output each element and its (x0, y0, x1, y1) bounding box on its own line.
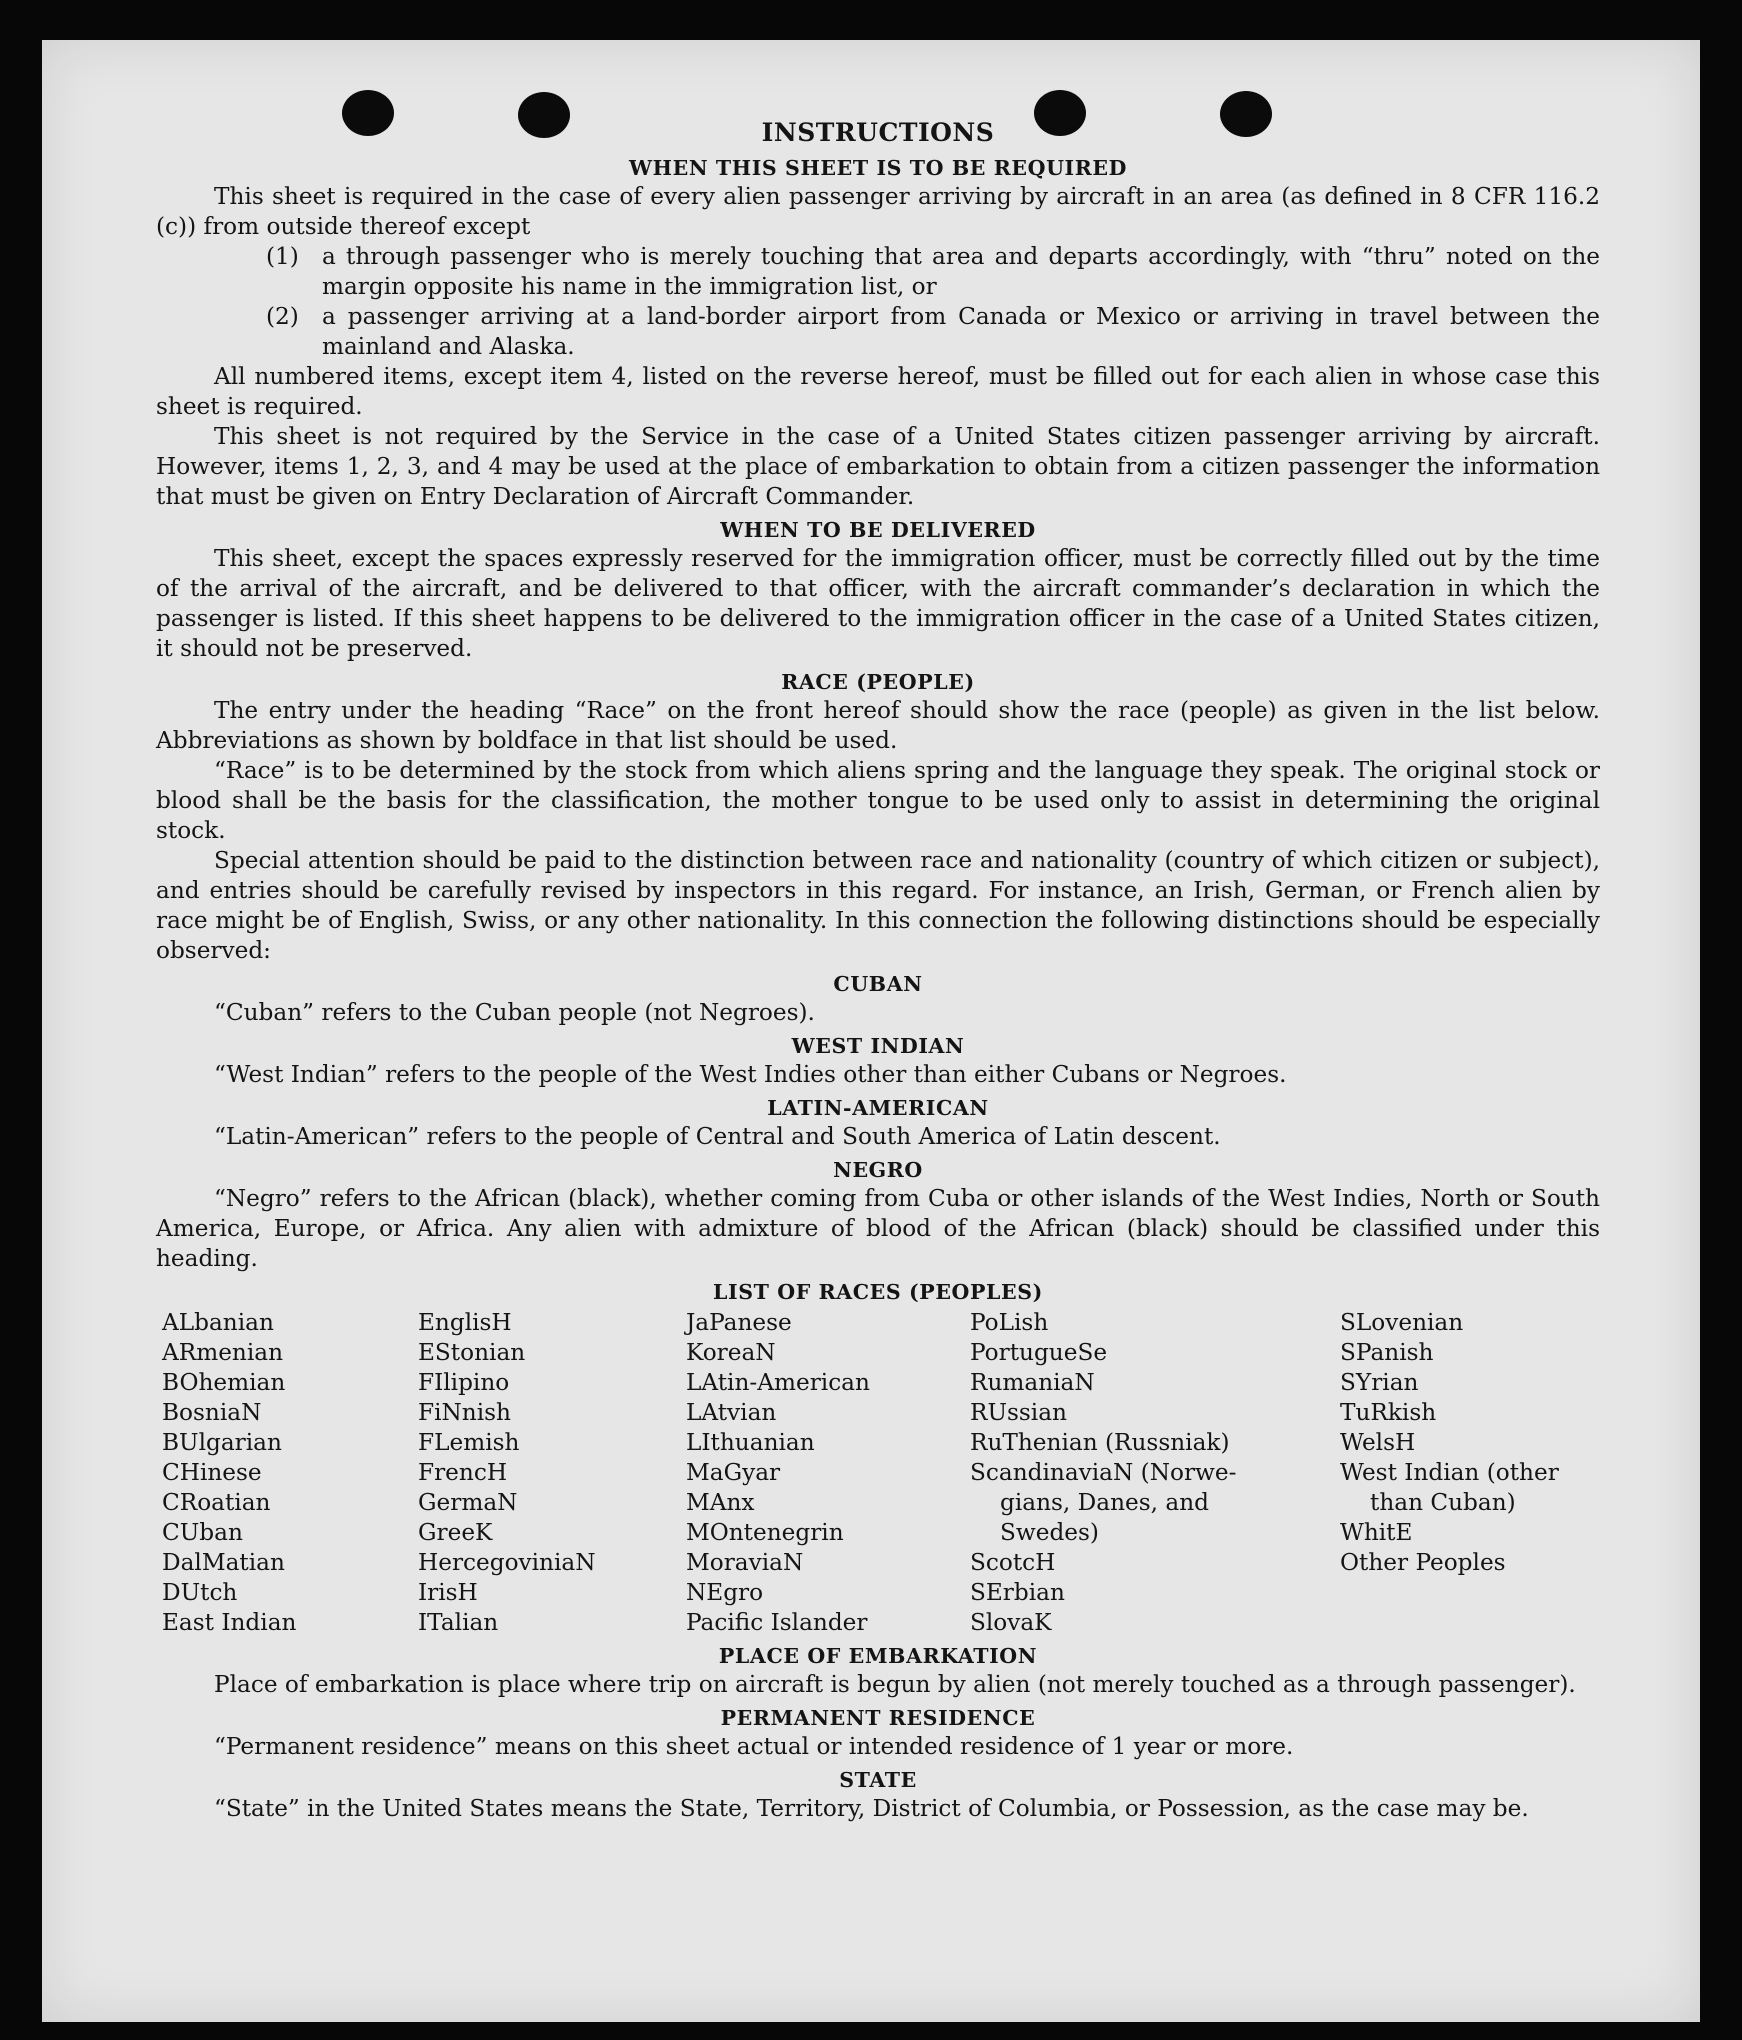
race-entry: ScandinaviaN (Norwe- (970, 1459, 1237, 1486)
section-heading-residence: PERMANENT RESIDENCE (720, 1706, 1036, 1730)
document-body (156, 116, 1600, 1824)
race-entry: BosniaN (162, 1399, 262, 1426)
race-entry: FLemish (418, 1429, 520, 1456)
race-entry: EStonian (418, 1339, 526, 1366)
races-column (418, 1308, 686, 1638)
race-entry: Swedes) (1000, 1519, 1099, 1546)
race-entry: West Indian (other (1340, 1459, 1559, 1486)
item-text: a passenger arriving at a land-border airport from Canada or Mexico or arriving in travel between the mainland and Alaska. (322, 303, 1600, 360)
race-entry: CRoatian (162, 1489, 271, 1516)
race-entry: ITalian (418, 1609, 499, 1636)
section-heading-west-indian: WEST INDIAN (791, 1034, 965, 1058)
race-entry: BOhemian (162, 1369, 286, 1396)
race-entry: CHinese (162, 1459, 262, 1486)
race-entry: WhitE (1340, 1519, 1413, 1546)
paragraph: This sheet, except the spaces expressly reserved for the immigration officer, must be correctly filled out by the time of the arrival of the aircraft, and be delivered to that officer, with the aircraft commander’s declaration in which the passenger is listed. If this sheet happens to be delivered to the immigration officer in the case of a United States citizen, it should not be preserved. (156, 545, 1600, 662)
races-column (1340, 1308, 1606, 1638)
race-entry: LAtvian (686, 1399, 777, 1426)
race-entry: Other Peoples (1340, 1549, 1506, 1576)
races-column (162, 1308, 418, 1638)
race-entry: TuRkish (1340, 1399, 1437, 1426)
race-entry: CUban (162, 1519, 243, 1546)
paragraph: Place of embarkation is place where trip on aircraft is begun by alien (not merely touched as a through passenger). (214, 1671, 1576, 1698)
race-entry: Pacific Islander (686, 1609, 868, 1636)
section-heading-list-of-races: LIST OF RACES (PEOPLES) (713, 1280, 1043, 1304)
item-number: (1) (266, 243, 299, 270)
item-number: (2) (266, 303, 299, 330)
race-entry: RUssian (970, 1399, 1067, 1426)
paragraph: “Permanent residence” means on this sheet actual or intended residence of 1 year or more. (214, 1733, 1294, 1760)
section-heading-latin-american: LATIN-AMERICAN (767, 1096, 989, 1120)
section-heading-delivered: WHEN TO BE DELIVERED (720, 518, 1036, 542)
list-item (266, 242, 1600, 302)
race-entry: RuThenian (Russniak) (970, 1429, 1230, 1456)
races-list (162, 1308, 1600, 1638)
race-entry: LAtin-American (686, 1369, 870, 1396)
race-entry: HercegoviniaN (418, 1549, 596, 1576)
paragraph: All numbered items, except item 4, listed on the reverse hereof, must be filled out for each alien in whose case this sheet is required. (156, 363, 1600, 420)
paragraph: “West Indian” refers to the people of the West Indies other than either Cubans or Negroes. (214, 1061, 1287, 1088)
paragraph: This sheet is not required by the Service in the case of a United States citizen passenger arriving by aircraft. However, items 1, 2, 3, and 4 may be used at the place of embarkation to obtain from a citizen passenger the information that must be given on Entry Declaration of Aircraft Commander. (156, 423, 1600, 510)
paragraph: The entry under the heading “Race” on the front hereof should show the race (people) as given in the list below. Abbreviations as shown by boldface in that list should be used. (156, 697, 1600, 754)
race-entry: FIlipino (418, 1369, 510, 1396)
paragraph: “Negro” refers to the African (black), whether coming from Cuba or other islands of the West Indies, North or South America, Europe, or Africa. Any alien with admixture of blood of the African (black) should be classified under this heading. (156, 1185, 1600, 1272)
race-entry: WelsH (1340, 1429, 1416, 1456)
race-entry: gians, Danes, and (1000, 1489, 1209, 1516)
race-entry: MaGyar (686, 1459, 781, 1486)
paragraph: “Race” is to be determined by the stock from which aliens spring and the language they speak. The original stock or blood shall be the basis for the classification, the mother tongue to be used only to assist in determining the original stock. (156, 757, 1600, 844)
race-entry: DUtch (162, 1579, 238, 1606)
race-entry: ARmenian (162, 1339, 284, 1366)
paragraph: “Latin-American” refers to the people of Central and South America of Latin descent. (214, 1123, 1221, 1150)
race-entry: GreeK (418, 1519, 493, 1546)
section-heading-state: STATE (839, 1768, 917, 1792)
race-entry: PortugueSe (970, 1339, 1108, 1366)
race-entry: ScotcH (970, 1549, 1056, 1576)
document-sheet (42, 40, 1700, 2022)
race-entry: SErbian (970, 1579, 1065, 1606)
races-column (686, 1308, 970, 1638)
race-entry: FiNnish (418, 1399, 511, 1426)
section-heading-embarkation: PLACE OF EMBARKATION (718, 1644, 1038, 1668)
section-heading-negro: NEGRO (833, 1158, 923, 1182)
list-item (266, 302, 1600, 362)
race-entry: MoraviaN (686, 1549, 804, 1576)
race-entry: SPanish (1340, 1339, 1434, 1366)
race-entry: SlovaK (970, 1609, 1052, 1636)
race-entry: IrisH (418, 1579, 478, 1606)
paragraph: This sheet is required in the case of every alien passenger arriving by aircraft in an area (as defined in 8 CFR 116.2 (c)) from outside thereof except (156, 183, 1600, 240)
race-entry: NEgro (686, 1579, 764, 1606)
race-entry: ALbanian (162, 1309, 274, 1336)
race-entry: MAnx (686, 1489, 755, 1516)
race-entry: SYrian (1340, 1369, 1419, 1396)
race-entry: MOntenegrin (686, 1519, 844, 1546)
document-title: INSTRUCTIONS (761, 118, 995, 147)
race-entry: LIthuanian (686, 1429, 815, 1456)
races-column (970, 1308, 1340, 1638)
race-entry: JaPanese (686, 1309, 792, 1336)
paragraph: “Cuban” refers to the Cuban people (not Negroes). (214, 999, 815, 1026)
race-entry: East Indian (162, 1609, 297, 1636)
section-heading-required: WHEN THIS SHEET IS TO BE REQUIRED (629, 156, 1127, 180)
section-heading-cuban: CUBAN (833, 972, 923, 996)
race-entry: KoreaN (686, 1339, 776, 1366)
race-entry: DalMatian (162, 1549, 285, 1576)
race-entry: SLovenian (1340, 1309, 1464, 1336)
race-entry: EnglisH (418, 1309, 512, 1336)
paragraph: Special attention should be paid to the distinction between race and nationality (country of which citizen or subject), and entries should be carefully revised by inspectors in this regard. For instance, an Irish, German, or French alien by race might be of English, Swiss, or any other nationality. In this connection the following distinctions should be especially observed: (156, 847, 1600, 964)
race-entry: FrencH (418, 1459, 508, 1486)
section-heading-race: RACE (PEOPLE) (781, 670, 975, 694)
race-entry: GermaN (418, 1489, 518, 1516)
paragraph: “State” in the United States means the State, Territory, District of Columbia, or Possession, as the case may be. (214, 1795, 1529, 1822)
race-entry: BUlgarian (162, 1429, 282, 1456)
race-entry: RumaniaN (970, 1369, 1095, 1396)
race-entry: PoLish (970, 1309, 1049, 1336)
item-text: a through passenger who is merely touching that area and departs accordingly, with “thru” noted on the margin opposite his name in the immigration list, or (322, 243, 1600, 300)
race-entry: than Cuban) (1370, 1489, 1516, 1516)
